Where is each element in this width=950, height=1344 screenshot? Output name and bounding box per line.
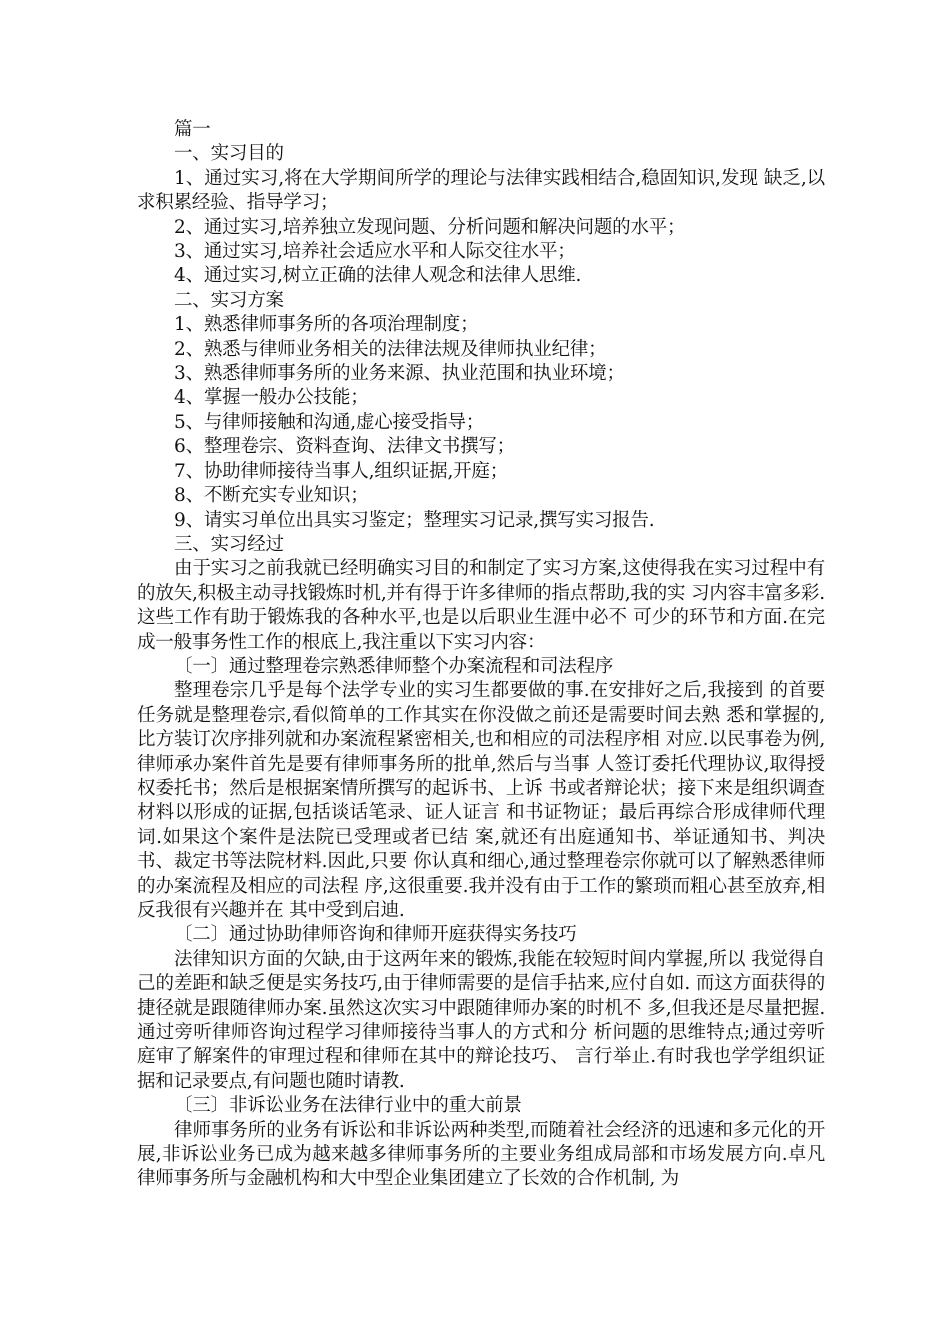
plan-item-9: 9、请实习单位出具实习鉴定；整理实习记录,撰写实习报告. — [174, 509, 655, 531]
plan-item-4: 4、掌握一般办公技能； — [174, 387, 369, 409]
practical-skills-paragraph: 法律知识方面的欠缺,由于这两年来的锻炼,我能在较短时间内掌握,所以 我觉得自己的差距和缺乏便是实务技巧,由于律师需要的是信手拈来,应付自如. 而这方面获得的捷径就是跟随律师办案.虽然这次实习中跟随律师办案的时机不 多,但我还是尽量把握.通过旁听律师咨询过程学习律师接待当事人的方式和分 析问题的思维特点;通过旁听庭审了解案件的审理过程和律师在其中的辩论技巧、 言行举止.有时我也学学组织证据和记录要点,有问题也随时请教. — [137, 948, 825, 1092]
case-files-paragraph: 整理卷宗几乎是每个法学专业的实习生都要做的事.在安排好之后,我接到 的首要任务就是整理卷宗,看似简单的工作其实在你没做之前还是需要时间去熟 悉和掌握的,比方装订次序排列就和办案流程紧密相关,也和相应的司法程序相 对应.以民事卷为例,律师承办案件首先是要有律师事务所的批单,然后与当事 人签订委托代理协议,取得授权委托书；然后是根据案情所撰写的起诉书、上诉 书或者辩论状；接下来是组织调查材料以形成的证据,包括谈话笔录、证人证言 和书证物证；最后再综合形成律师代理词.如果这个案件是法院已受理或者已结 案,就还有出庭通知书、举证通知书、判决书、裁定书等法院材料.因此,只要 你认真和细心,通过整理卷宗你就可以了解熟悉律师的办案流程及相应的司法程 序,这很重要.我并没有由于工作的繁琐而粗心甚至放弃,相反我很有兴趣并在 其中受到启迪. — [137, 680, 825, 921]
subheading-case-files: 〔一〕通过整理卷宗熟悉律师整个办案流程和司法程序 — [174, 655, 614, 677]
plan-item-7: 7、协助律师接待当事人,组织证据,开庭； — [174, 460, 509, 482]
process-intro-paragraph: 由于实习之前我就已经明确实习目的和制定了实习方案,这使得我在实习过程中有的放矢,积极主动寻找锻炼时机,并有得于许多律师的指点帮助,我的实 习内容丰富多彩.这些工作有助于锻炼我的各种水平,也是以后职业生涯中必不 可少的环节和方面.在完成一般事务性工作的根底上,我注重以下实习内容： — [137, 558, 825, 653]
section-heading-plan: 二、实习方案 — [174, 289, 284, 311]
subheading-non-litigation: 〔三〕非诉讼业务在法律行业中的重大前景 — [174, 1095, 522, 1117]
purpose-item-3: 3、通过实习,培养社会适应水平和人际交往水平； — [174, 241, 576, 263]
plan-item-2: 2、熟悉与律师业务相关的法律法规及律师执业纪律； — [174, 338, 607, 360]
section-heading-purpose: 一、实习目的 — [174, 143, 284, 165]
purpose-item-4: 4、通过实习,树立正确的法律人观念和法律人思维. — [174, 265, 582, 287]
plan-item-1: 1、熟悉律师事务所的各项治理制度； — [174, 314, 479, 336]
section-heading-process: 三、实习经过 — [174, 533, 284, 555]
plan-item-8: 8、不断充实专业知识； — [174, 485, 369, 507]
plan-item-5: 5、与律师接触和沟通,虚心接受指导； — [174, 411, 485, 433]
heading-part-one: 篇一 — [174, 119, 211, 140]
plan-item-3: 3、熟悉律师事务所的业务来源、执业范围和执业环境； — [174, 363, 625, 385]
document-page — [137, 118, 825, 1192]
purpose-item-2: 2、通过实习,培养独立发现问题、分析问题和解决问题的水平； — [174, 216, 686, 238]
plan-item-6: 6、整理卷宗、资料查询、法律文书撰写； — [174, 436, 515, 458]
subheading-practical-skills: 〔二〕通过协助律师咨询和律师开庭获得实务技巧 — [174, 924, 577, 946]
purpose-item-1: 1、通过实习,将在大学期间所学的理论与法律实践相结合,稳固知识,发现 缺乏,以求积累经验、指导学习； — [137, 167, 825, 214]
non-litigation-paragraph: 律师事务所的业务有诉讼和非诉讼两种类型,而随着社会经济的迅速和多元化的开展,非诉讼业务已成为越来越多律师事务所的主要业务组成局部和市场发展方向.卓凡律师事务所与金融机构和大中型企业集团建立了长效的合作机制, 为 — [137, 1119, 825, 1190]
